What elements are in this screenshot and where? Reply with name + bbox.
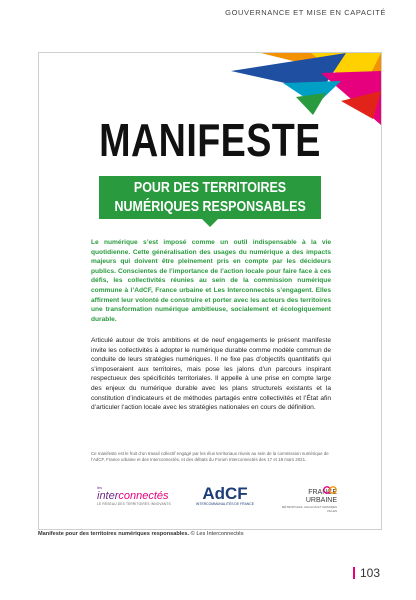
- subtitle-line-2: NUMÉRIQUES RESPONSABLES: [114, 199, 306, 215]
- banner-pointer: [202, 219, 218, 227]
- logo-france-urbaine: [275, 485, 337, 515]
- logo-adcf: [195, 485, 255, 515]
- interco-tagline: LE RÉSEAU DES TERRITOIRES INNOVANTS: [97, 502, 171, 506]
- partner-logos: [97, 485, 337, 515]
- interco-name-part-b: connectés: [118, 490, 169, 502]
- logo-les-interconnectes: [97, 485, 177, 515]
- interco-prefix: les: [97, 485, 103, 490]
- subtitle-banner: [99, 176, 321, 219]
- section-header: GOUVERNANCE ET MISE EN CAPACITÉ: [225, 8, 386, 17]
- caption-title: Manifeste pour des territoires numériques responsables.: [38, 531, 190, 537]
- manifesto-poster: [38, 52, 382, 530]
- france-urbaine-mark-icon: [323, 485, 337, 495]
- fu-line-1: FRANCE: [308, 489, 337, 496]
- page-number: 103: [353, 567, 380, 579]
- triangle-green: [296, 93, 326, 115]
- poster-title: MANIFESTE: [99, 114, 321, 166]
- figure-caption: [38, 531, 244, 537]
- footnote: Ce manifeste est le fruit d’un travail collectif engagé par les élus territoriaux réunis au sein de la commission numérique de l’AdCF, France urbaine et des Interconnectés, et des débats du Forum Interconnectés des 17 et 18 mars 2021.: [91, 451, 329, 462]
- interco-name-part-a: inter: [97, 490, 119, 502]
- fu-tagline: MÉTROPOLES, AGGLOS ET GRANDES VILLES: [281, 505, 337, 513]
- adcf-subtitle: INTERCOMMUNALITÉS DE FRANCE: [195, 502, 255, 506]
- interco-name: [97, 490, 177, 502]
- caption-credit: © Les Interconnectés: [190, 531, 244, 537]
- subtitle-line-1: POUR DES TERRITOIRES: [133, 180, 287, 196]
- lead-paragraph: Le numérique s’est imposé comme un outil indispensable à la vie quotidienne. Cette généralisation des usages du numérique a des impacts majeurs qui doivent être pleinement pris en compte par les décideurs publics. Conscientes de l’importance de l’action locale pour faire face à ces défis, les collectivités réunies au sein de la commission numérique commune à l’AdCF, France urbaine et Les Interconnectés s’engagent. Elles affirment leur volonté de construire et porter avec les acteurs des territoires une transformation numérique ambitieuse, socialement et écologiquement durable.: [91, 239, 331, 323]
- body-paragraph: Articulé autour de trois ambitions et de neuf engagements le présent manifeste invite les collectivités à adopter le numérique durable comme modèle commun de conduite de leurs stratégies numériques. Il ne fixe pas d’objectifs quantitatifs qui s’imposeraient aux territoires, mais pose les jalons d’un parcours inspirant respectueux des spécificités territoriales. Il appelle à une prise en compte large des enjeux du numérique durable avec les plans structurels existants et la constitution d’indicateurs et de méthodes partagés entre collectivités et l’État afin d’articuler l’action locale avec les stratégies nationales en cours de définition.: [91, 337, 331, 412]
- fu-line-2: URBAINE: [305, 497, 337, 504]
- adcf-name: AdCF: [202, 484, 248, 503]
